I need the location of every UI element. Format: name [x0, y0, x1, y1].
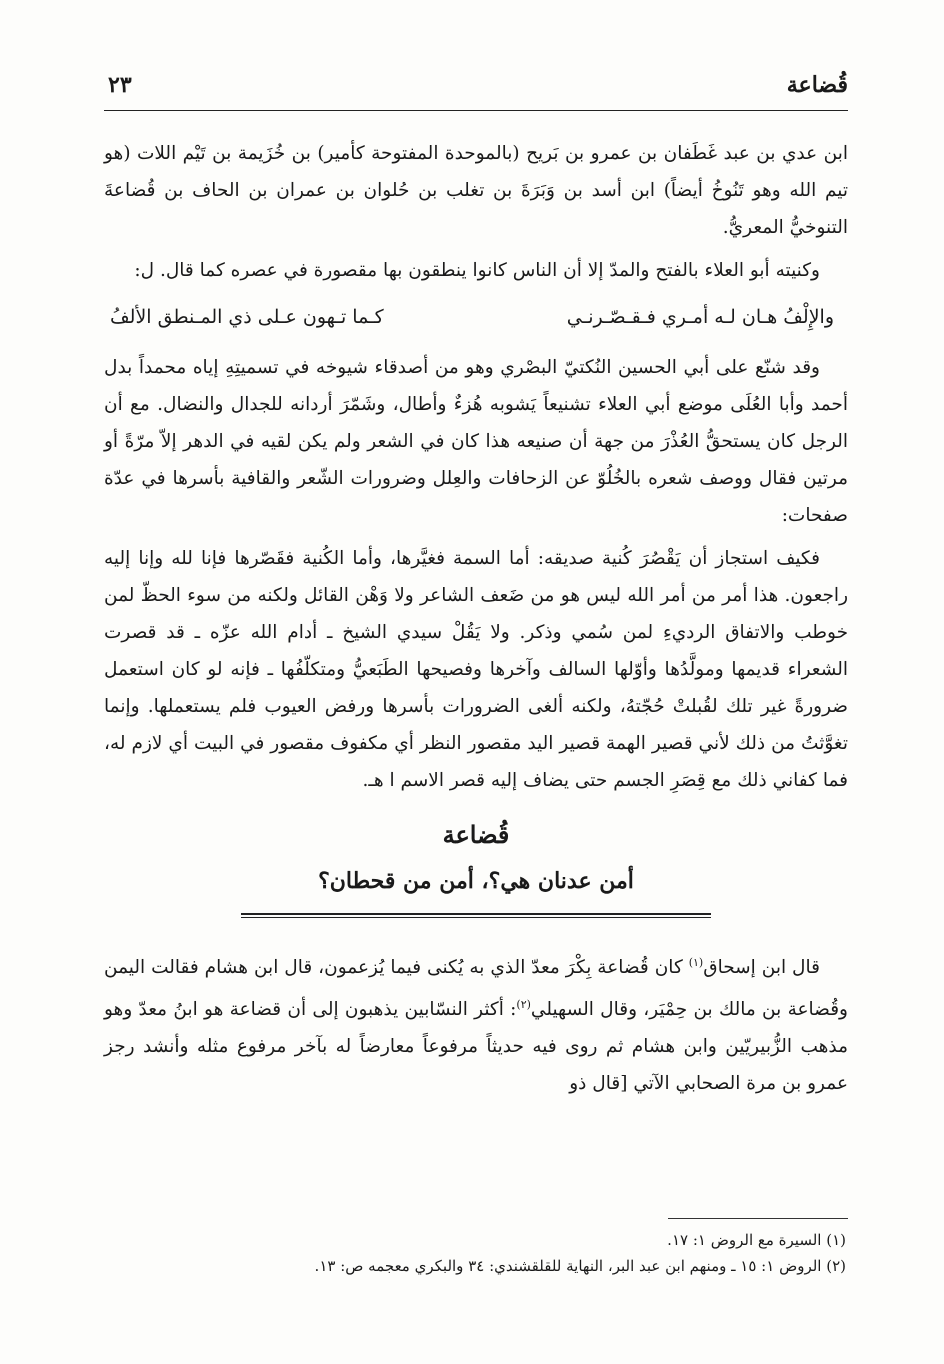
- verse-second-hemistich: كـما تـهون عـلى ذي المـنطق الألفُ: [110, 306, 384, 328]
- verse-line: [104, 295, 848, 339]
- text-run: : أكثر النسّابين يذهبون إلى أن قضاعة هو ابنُ معدّ وهو مذهب الزُّبيريّين وابن هشام ثم روى فيه حديثاً مرفوعاً معارضاً له بآخر مرفوع مثله وأنشد رجز عمرو بن مرة الصحابي الآتي [قال ذو: [104, 999, 848, 1095]
- text-run: كان قُضاعة بِكْرَ معدّ الذي به يُكنى فيما يُزعمون، قال ابن هشام فقالت اليمن وقُضاعة بن مالك بن حِمْيَر، وقال السهيلي: [104, 957, 848, 1021]
- footnotes: [104, 1218, 848, 1279]
- paragraph: [104, 944, 848, 1102]
- section-title: قُضاعة: [442, 820, 510, 849]
- paragraph: وقد شنّع على أبي الحسين النُكتيّ البصْري وهو من أصدقاء شيوخه في تسميتِهِ إياه محمداً بدل أحمد وأبا العُلَى موضع أبي العلاء تشنيعاً يَشوبه هُزءٌ وأطال، وشَمّرَ أردانه للجدال والنضال. مع أن الرجل كان يستحقُّ العُذْرَ من جهة أن صنيعه هذا كان في الشعر ولم يكن لقيه في الدهر إلاّ مرّةً أو مرتين فقال ووصف شعره بالخُلُوّ عن الزحافات والعِلل وضرورات الشّعر والقافية بأسرها في عدّة صفحات:: [104, 357, 848, 526]
- footnote-ref: (٢): [516, 998, 531, 1012]
- footnote-ref: (١): [688, 956, 704, 969]
- footnote: (١) السيرة مع الروض ١: ١٧.: [667, 1231, 846, 1249]
- footnote-divider: [668, 1218, 848, 1219]
- body-text: [104, 135, 848, 1102]
- document-page: [104, 70, 848, 1324]
- footnote: (٢) الروض ١: ١٥ ـ ومنهم ابن عبد البر، النهاية للقلقشندي: ٣٤ والبكري معجمه ص: ١٣.: [314, 1257, 846, 1275]
- title-divider: [241, 913, 711, 918]
- running-title: قُضاعة: [786, 72, 848, 98]
- verse-first-hemistich: والإِلْفُ هـان لـه أمـري فـقـصّـرنـي: [566, 306, 834, 328]
- paragraph: وكنيته أبو العلاء بالفتح والمدّ إلا أن الناس كانوا ينطقون بها مقصورة في عصره كما قال. ل:: [134, 260, 820, 281]
- paragraph: ابن عدي بن عبد غَطَفان بن عمرو بن بَريح (بالموحدة المفتوحة كأمير) بن خُزَيمة بن تَيْم اللات (هو تيم الله وهو تَنُوخُ أيضاً) ابن أسد بن وَبَرَةَ بن تغلب بن حُلوان بن عمران بن الحاف بن قُضاعةَ التنوخيُّ المعريُّ.: [104, 143, 848, 238]
- section-subtitle: أمن عدنان هي؟، أمن من قحطان؟: [318, 868, 634, 894]
- running-header: [104, 70, 848, 111]
- text-run: قال ابن إسحاق: [703, 957, 820, 979]
- paragraph: فكيف استجاز أن يَقْصُرَ كُنية صديقه: أما السمة فغيَّرها، وأما الكُنية فقَصّرها فإنا لله وإنا إليه راجعون. هذا أمر من أمر الله ليس هو من ضَعف الشاعر ولا وَهْن القائل ولكنه من سوء الحظّ لمن خوطب والاتفاق الرديءِ لمن سُمي وذكر. ولا يَقُلْ سيدي الشيخ ـ أدام الله عزّه ـ قد قصرت الشعراء قديمها ومولَّدُها وأوّلها السالف وآخرها وفصيحها الطَبَعيُّ ومتكلّفُها ـ فإنه لو كان استعمل ضرورةً غير تلك لقُبلتْ حُجّتهُ، ولكنه ألغى الضرورات بأسرها ورفض العيوب فلم يستعملها. وإنما تغوَّثتُ من ذلك لأني قصير الهمة قصير اليد مقصور النظر أي مكفوف مقصور في البيت أي لازم له، فما كفاني ذلك مع قِصَرِ الجسم حتى يضاف إليه قصر الاسم ا هـ.: [104, 548, 848, 791]
- page-number: ٢٣: [108, 72, 132, 98]
